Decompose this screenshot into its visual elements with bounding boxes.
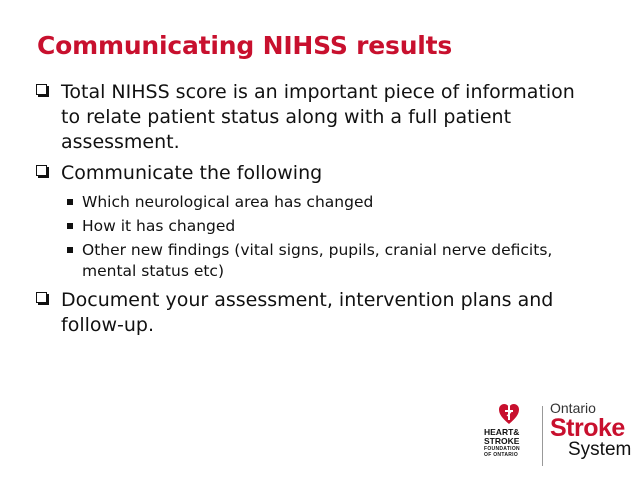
bullet-item (36, 161, 596, 186)
logo-divider (542, 406, 543, 466)
footer-logos (480, 400, 630, 470)
ontario-stroke-system-logo (550, 400, 631, 460)
sub-bullet-text: Other new findings (vital signs, pupils, cranial nerve deficits, mental status etc) (82, 241, 553, 280)
small-square-bullet-icon (67, 199, 73, 205)
sub-bullet-item (36, 192, 596, 213)
sub-bullet-item (36, 240, 596, 282)
bullet-item (36, 288, 596, 338)
hsf-line: STROKE (484, 436, 520, 446)
hsf-wordmark (484, 428, 540, 458)
hsf-line: OF ONTARIO (484, 452, 519, 458)
hsf-line: HEART& (484, 427, 520, 437)
bullet-text: Document your assessment, intervention plans and follow-up. (61, 289, 554, 336)
heart-icon (498, 402, 520, 426)
hsf-line: FOUNDATION (484, 446, 520, 452)
bullet-text: Communicate the following (61, 162, 323, 184)
bullet-text: Total NIHSS score is an important piece of information to relate patient status along with a full patient assessment. (61, 81, 575, 153)
square-bullet-icon (36, 165, 47, 176)
bullet-item (36, 80, 596, 155)
logo-ontario: Ontario (550, 400, 596, 416)
square-bullet-icon (36, 84, 47, 95)
sub-bullet-text: Which neurological area has changed (82, 193, 374, 211)
slide-title: Communicating NIHSS results (37, 31, 453, 60)
sub-bullet-text: How it has changed (82, 217, 236, 235)
small-square-bullet-icon (67, 223, 73, 229)
logo-system: System (568, 439, 632, 460)
logo-stroke: Stroke (550, 414, 625, 442)
sub-bullet-list (36, 192, 596, 282)
bullet-list (36, 80, 596, 344)
heart-and-stroke-logo (480, 400, 540, 470)
small-square-bullet-icon (67, 247, 73, 253)
sub-bullet-item (36, 216, 596, 237)
square-bullet-icon (36, 292, 47, 303)
